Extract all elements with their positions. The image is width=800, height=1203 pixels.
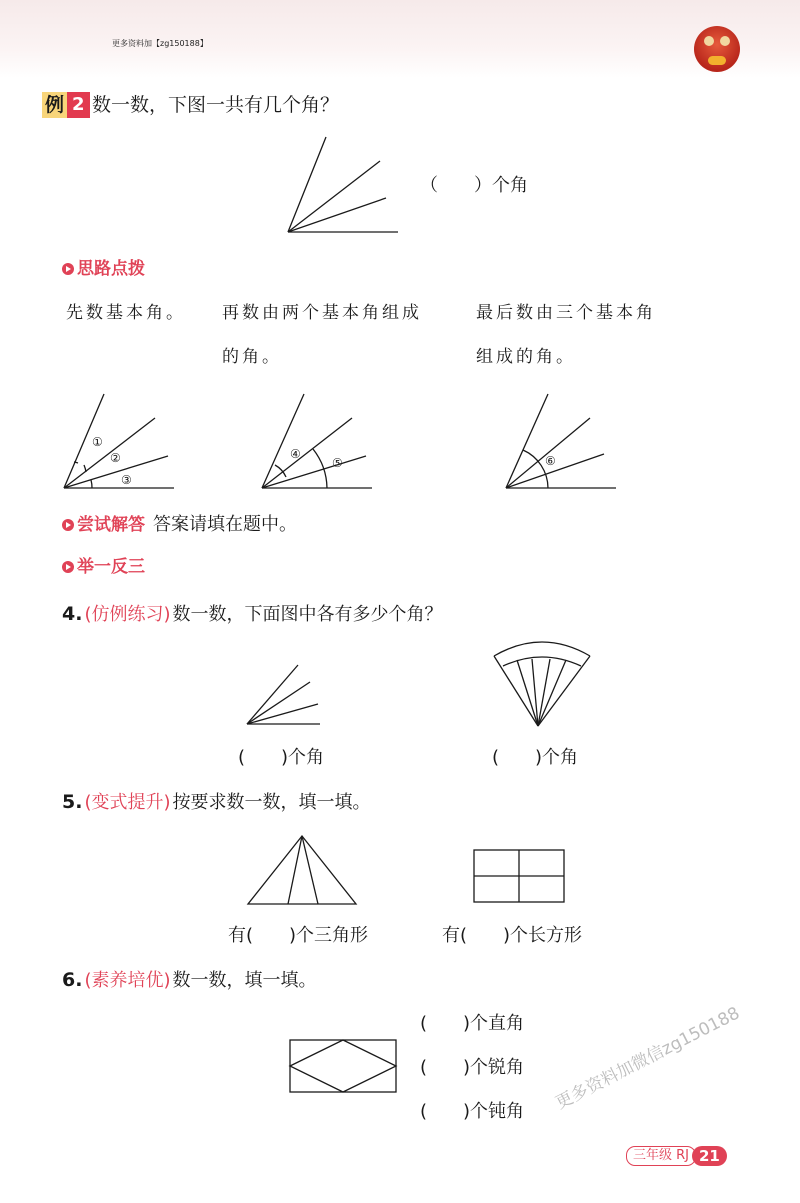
play-icon xyxy=(62,263,74,275)
q4-question xyxy=(62,602,443,627)
q5-blank-b: 有( )个长方形 xyxy=(442,925,583,946)
grade-label: 三年级 RJ xyxy=(626,1146,696,1166)
hint-step1: 先数基本角。 xyxy=(66,303,186,323)
q6-blank-obtuse: ( )个钝角 xyxy=(420,1101,525,1122)
hint-section-title xyxy=(62,258,145,280)
example-number: 2 xyxy=(67,92,90,118)
hint-step2-line2: 的角。 xyxy=(222,347,282,367)
hint-step2-line1: 再数由两个基本角组成 xyxy=(222,303,422,323)
hint-title-text: 思路点拨 xyxy=(77,259,145,279)
hint-step3-line1: 最后数由三个基本角 xyxy=(476,303,656,323)
q4-blank-b: ( )个角 xyxy=(492,747,579,768)
q6-figure-rhombus-in-rectangle xyxy=(290,1040,396,1092)
example-label: 例 xyxy=(42,92,67,118)
circle-label-1: ① xyxy=(92,435,103,449)
circle-label-2: ② xyxy=(110,451,121,465)
owl-mascot-icon xyxy=(694,26,740,72)
circle-label-6: ⑥ xyxy=(545,454,556,468)
example-rays xyxy=(288,137,398,232)
q6-text: 数一数，填一填。 xyxy=(172,970,317,991)
q4-number: 4. xyxy=(62,603,83,625)
q4-text: 数一数，下面图中各有多少个角？ xyxy=(172,604,443,625)
try-section-title xyxy=(62,514,297,536)
top-note: 更多资料加【zg150188】 xyxy=(112,39,208,48)
q6-blank-acute: ( )个锐角 xyxy=(420,1057,525,1078)
page-number: 21 xyxy=(692,1146,727,1166)
q5-question xyxy=(62,790,371,815)
hint-figure-triple-angle xyxy=(506,394,616,488)
try-instruction: 答案请填在题中。 xyxy=(153,514,297,535)
play-icon xyxy=(62,519,74,531)
circle-label-4: ④ xyxy=(290,447,301,461)
page-badge xyxy=(626,1146,727,1166)
q6-blank-right: ( )个直角 xyxy=(420,1013,525,1034)
q5-text: 按要求数一数，填一填。 xyxy=(172,792,371,813)
q5-figure-triangle xyxy=(248,836,356,904)
example-answer-blank: （ ）个角 xyxy=(420,175,528,196)
q4-figure-fan xyxy=(494,642,590,726)
try-title-text: 尝试解答 xyxy=(77,515,145,535)
q4-figure-rays xyxy=(247,665,320,724)
q4-tag: (仿例练习) xyxy=(84,604,171,625)
hint-figure-basic-angles xyxy=(64,394,174,488)
circle-label-5: ⑤ xyxy=(332,456,343,470)
watermark: 更多资料加微信zg150188 xyxy=(552,1003,744,1114)
example-question: 数一数，下图一共有几个角？ xyxy=(92,94,340,116)
hint-figure-double-angles xyxy=(262,394,372,488)
q6-number: 6. xyxy=(62,969,83,991)
q5-blank-a: 有( )个三角形 xyxy=(228,925,369,946)
hint-step3-line2: 组成的角。 xyxy=(476,347,576,367)
q5-figure-rectangles xyxy=(474,850,564,902)
play-icon xyxy=(62,561,74,573)
practice-section-title xyxy=(62,556,145,578)
example-tag xyxy=(42,92,90,118)
q5-tag: (变式提升) xyxy=(84,792,171,813)
q5-number: 5. xyxy=(62,791,83,813)
q6-question xyxy=(62,968,317,993)
practice-title-text: 举一反三 xyxy=(77,557,145,577)
circle-label-3: ③ xyxy=(121,473,132,487)
q6-tag: (素养培优) xyxy=(84,970,171,991)
q4-blank-a: ( )个角 xyxy=(238,747,325,768)
